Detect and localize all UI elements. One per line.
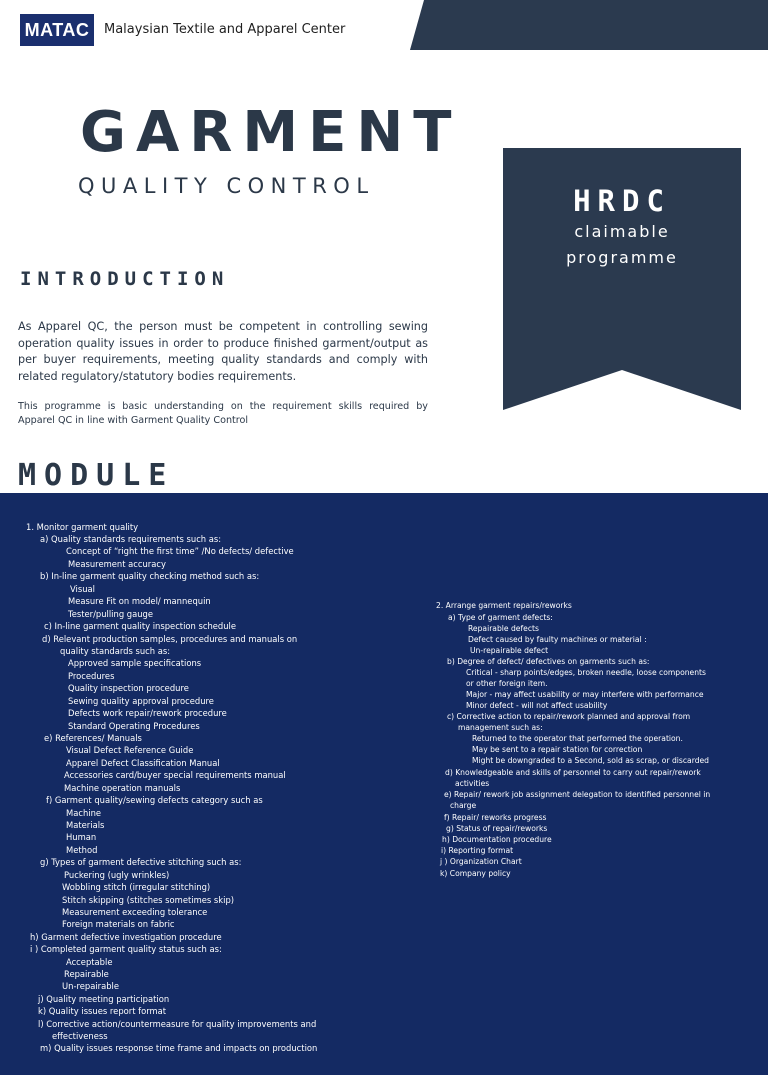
module-item: Defect caused by faulty machines or material : — [468, 635, 647, 644]
module-item: quality standards such as: — [60, 646, 171, 656]
module-item: Accessories card/buyer special requirements manual — [64, 770, 286, 780]
module-item: charge — [450, 801, 477, 810]
module-item: Procedures — [68, 671, 115, 681]
module-item: k) Company policy — [440, 869, 511, 878]
module-item: Foreign materials on fabric — [62, 919, 175, 929]
module-item: activities — [455, 779, 490, 788]
module-item: Measurement exceeding tolerance — [62, 907, 208, 917]
module-item: Repairable — [64, 969, 109, 979]
matac-logo: MATAC — [20, 14, 94, 46]
module-item: Machine operation manuals — [64, 783, 181, 793]
module-item: Method — [66, 845, 98, 855]
module-item: Returned to the operator that performed the operation. — [472, 734, 683, 743]
module-item: Stitch skipping (stitches sometimes skip) — [62, 895, 235, 905]
module-item: d) Relevant production samples, procedures and manuals on — [42, 634, 298, 644]
module-item: Repairable defects — [468, 624, 539, 633]
module-item: Un-repairable — [62, 981, 120, 991]
module-item: Acceptable — [66, 957, 113, 967]
page-subtitle: QUALITY CONTROL — [78, 174, 375, 198]
module-item: Minor defect - will not affect usability — [466, 701, 608, 710]
module-item: effectiveness — [52, 1031, 108, 1041]
module-heading: MODULE — [18, 458, 175, 493]
module-item: c) In-line garment quality inspection schedule — [44, 621, 237, 631]
module-item: i ) Completed garment quality status such as: — [30, 944, 222, 954]
module-item: b) In-line garment quality checking method such as: — [40, 571, 260, 581]
module-item: Sewing quality approval procedure — [68, 696, 214, 706]
module-item: Quality inspection procedure — [68, 683, 189, 693]
module-item: Human — [66, 832, 97, 842]
module-item: Measurement accuracy — [68, 559, 166, 569]
module-item: Visual — [70, 584, 96, 594]
module-item: Standard Operating Procedures — [68, 721, 200, 731]
module-item: i) Reporting format — [441, 846, 514, 855]
module-item: Apparel Defect Classification Manual — [66, 758, 220, 768]
organization-name: Malaysian Textile and Apparel Center — [104, 22, 346, 37]
module-item: Machine — [66, 808, 102, 818]
module-item: Wobbling stitch (irregular stitching) — [62, 882, 211, 892]
module-item: Un-repairable defect — [470, 646, 549, 655]
claimable-label: claimable — [574, 222, 670, 241]
introduction-paragraph-2: This programme is basic understanding on the requirement skills required by Apparel QC in line with Garment Quality Control — [18, 401, 428, 426]
module-item: f) Garment quality/sewing defects category such as — [46, 795, 263, 805]
module-item: Measure Fit on model/ mannequin — [68, 596, 211, 606]
module-item: or other foreign item. — [466, 679, 548, 688]
module-item: d) Knowledgeable and skills of personnel to carry out repair/rework — [445, 768, 701, 777]
module-item: j ) Organization Chart — [440, 857, 522, 866]
module-item: a) Quality standards requirements such as: — [40, 534, 222, 544]
module-item: 1. Monitor garment quality — [26, 522, 139, 532]
module-item: Puckering (ugly wrinkles) — [64, 870, 170, 880]
module-item: g) Status of repair/reworks — [446, 824, 548, 833]
introduction-heading: INTRODUCTION — [20, 268, 230, 290]
module-item: g) Types of garment defective stitching such as: — [40, 857, 242, 867]
module-item: Materials — [66, 820, 105, 830]
page-title: GARMENT — [80, 100, 462, 165]
module-item: b) Degree of defect/ defectives on garments such as: — [447, 657, 650, 666]
programme-label: programme — [566, 248, 678, 267]
module-item: a) Type of garment defects: — [448, 613, 553, 622]
module-item: f) Repair/ reworks progress — [444, 813, 547, 822]
module-item: l) Corrective action/countermeasure for quality improvements and — [38, 1019, 317, 1029]
module-item: Tester/pulling gauge — [68, 609, 154, 619]
module-item: h) Documentation procedure — [442, 835, 552, 844]
module-item: Defects work repair/rework procedure — [68, 708, 227, 718]
module-item: Approved sample specifications — [68, 658, 202, 668]
module-item: Visual Defect Reference Guide — [66, 745, 194, 755]
module-item: e) References/ Manuals — [44, 733, 142, 743]
module-item: c) Corrective action to repair/rework planned and approval from — [447, 712, 691, 721]
module-item: Major - may affect usability or may interfere with performance — [466, 690, 704, 699]
module-item: Concept of “right the first time” /No defects/ defective — [66, 546, 294, 556]
hrdc-label: HRDC — [573, 184, 671, 218]
introduction-paragraph-1: As Apparel QC, the person must be competent in controlling sewing operation quality issues in order to produce finished garment/output as per buyer requirements, meeting quality standards and comply with related regulatory/statutory bodies requirements. — [18, 320, 428, 383]
module-item: e) Repair/ rework job assignment delegation to identified personnel in — [444, 790, 711, 799]
module-item: 2. Arrange garment repairs/reworks — [436, 601, 572, 610]
module-item: Critical - sharp points/edges, broken needle, loose components — [466, 668, 706, 677]
module-item: Might be downgraded to a Second, sold as scrap, or discarded — [472, 756, 710, 765]
module-item: k) Quality issues report format — [38, 1006, 167, 1016]
module-item: h) Garment defective investigation procedure — [30, 932, 222, 942]
module-item: management such as: — [458, 723, 543, 732]
module-panel — [0, 493, 768, 1075]
module-item: j) Quality meeting participation — [38, 994, 170, 1004]
module-item: m) Quality issues response time frame and impacts on production — [40, 1043, 318, 1053]
module-item: May be sent to a repair station for correction — [472, 745, 643, 754]
